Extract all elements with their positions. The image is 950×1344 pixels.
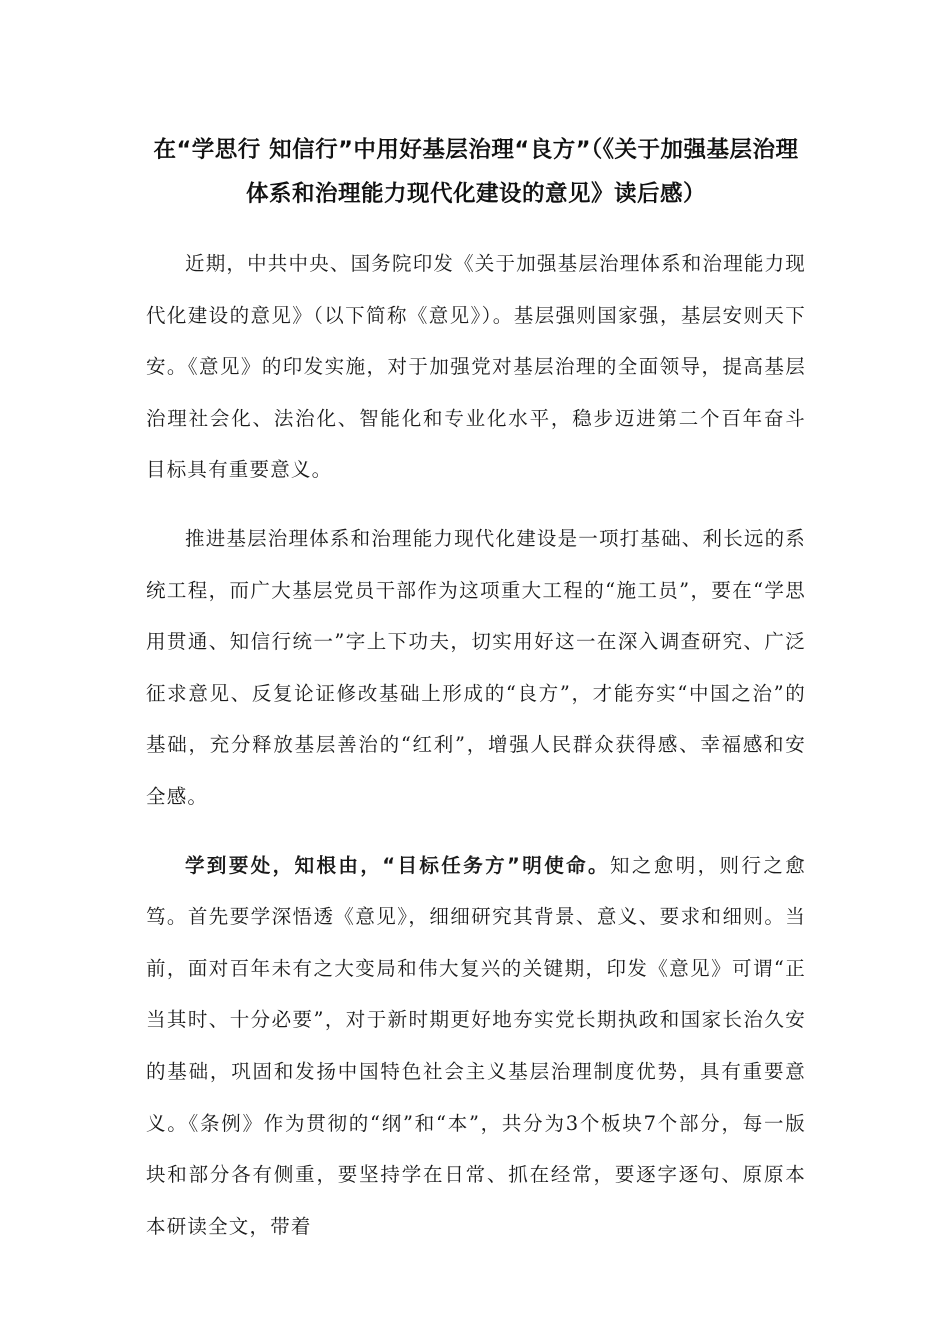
paragraph-2-text: 推进基层治理体系和治理能力现代化建设是一项打基础、利长远的系统工程，而广大基层党员干部作为这项重大工程的“施工员”，要在“学思用贯通、知信行统一”字上下功夫，切实用好这一在深入调查研究、广泛征求意见、反复论证修改基础上形成的“良方”，才能夯实“中国之治”的基础，充分释放基层善治的“红利”，增强人民群众获得感、幸福感和安全感。 [146, 526, 807, 808]
document-body [146, 128, 806, 1252]
paragraph-3-lead-heading: 学到要处，知根由，“目标任务方”明使命。 [185, 853, 610, 877]
paragraph-1-text: 近期，中共中央、国务院印发《关于加强基层治理体系和治理能力现代化建设的意见》（以下简称《意见》）。基层强则国家强，基层安则天下安。《意见》的印发实施，对于加强党对基层治理的全面领导，提高基层治理社会化、法治化、智能化和专业化水平，稳步迈进第二个百年奋斗目标具有重要意义。 [146, 252, 807, 482]
paragraph-3-text: 知之愈明，则行之愈笃。首先要学深悟透《意见》，细细研究其背景、意义、要求和细则。当前，面对百年未有之大变局和伟大复兴的关键期，印发《意见》可谓“正当其时、十分必要”，对于新时期更好地夯实党长期执政和国家长治久安的基础，巩固和发扬中国特色社会主义基层治理制度优势，具有重要意义。《条例》作为贯彻的“纲”和“本”，共分为3个板块7个部分，每一版块和部分各有侧重，要坚持学在日常、抓在经常，要逐字逐句、原原本本研读全文，带着 [146, 853, 806, 1238]
paragraph-3 [146, 840, 806, 1253]
paragraph-1 [146, 238, 806, 496]
paragraph-2 [146, 513, 806, 823]
document-title: 在“学思行 知信行”中用好基层治理“良方”（《关于加强基层治理体系和治理能力现代化建设的意见》读后感） [153, 137, 799, 207]
